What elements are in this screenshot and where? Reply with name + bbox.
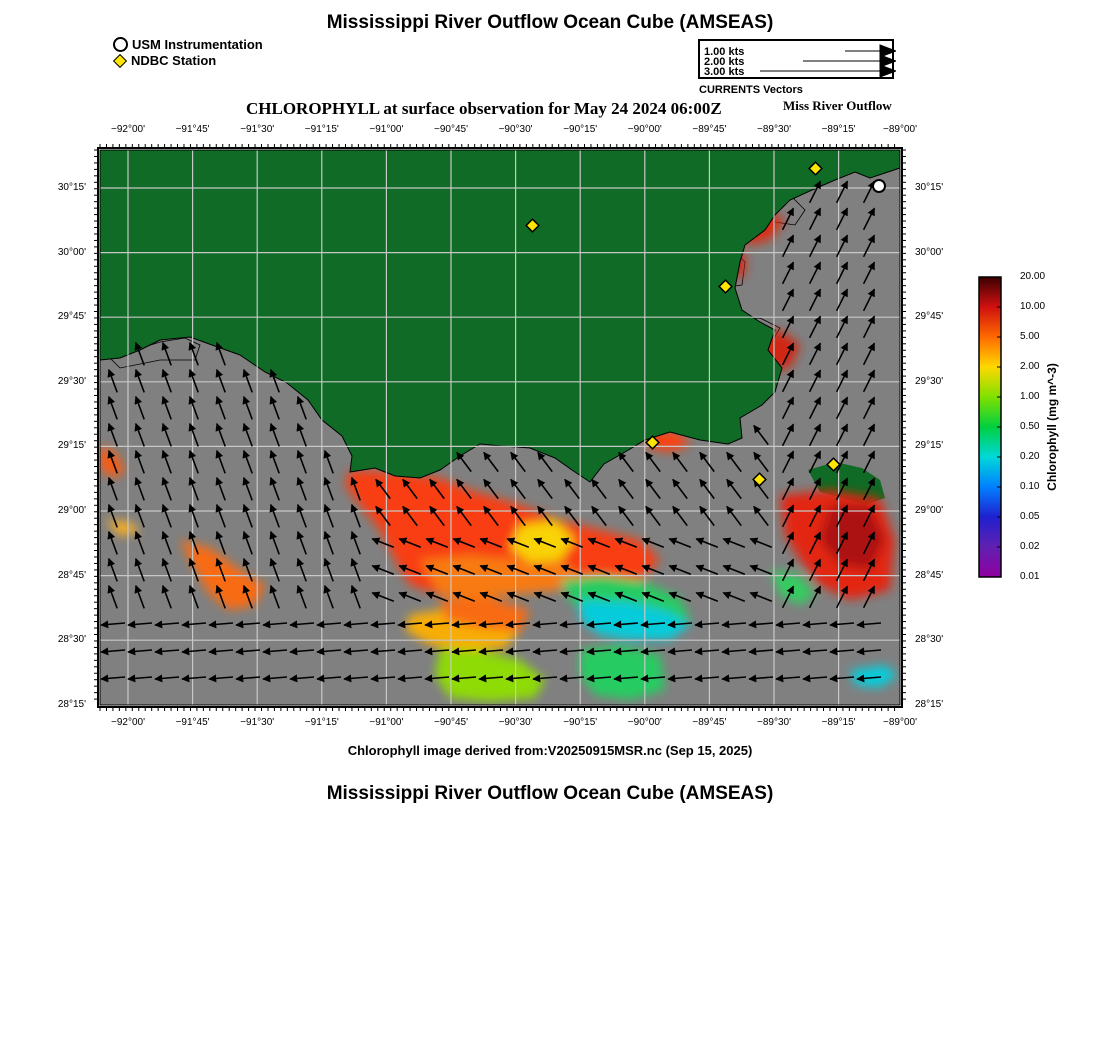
lat-tick-right: 28°45' xyxy=(915,569,944,581)
lon-tick-bottom: −90°30' xyxy=(498,717,533,728)
lon-tick-bottom: −90°45' xyxy=(434,717,468,728)
lon-tick-bottom: −92°00' xyxy=(111,717,145,728)
legend-usm-label: USM Instrumentation xyxy=(132,37,263,52)
lat-tick-left: 28°15' xyxy=(57,698,86,710)
colorbar-tick-label: 0.10 xyxy=(1020,481,1040,492)
lat-tick-left: 29°45' xyxy=(57,311,86,323)
lon-tick-bottom: −90°00' xyxy=(627,717,662,728)
map-subtitle: CHLOROPHYLL at surface observation for May 24 2024 06:00Z xyxy=(246,99,722,118)
colorbar-tick-label: 0.05 xyxy=(1020,511,1040,522)
legend-ndbc-label: NDBC Station xyxy=(131,53,217,68)
lon-tick-bottom: −91°30' xyxy=(240,717,275,728)
colorbar-tick-label: 10.00 xyxy=(1020,301,1046,312)
lon-tick-bottom: −91°00' xyxy=(369,717,404,728)
lat-tick-left: 28°45' xyxy=(57,569,86,581)
lon-tick-bottom: −89°15' xyxy=(821,717,856,728)
lon-tick-top: −89°00' xyxy=(883,124,917,135)
colorbar-tick-label: 2.00 xyxy=(1020,361,1040,372)
lon-tick-top: −91°15' xyxy=(304,124,339,135)
lat-tick-right: 29°45' xyxy=(915,311,944,323)
lon-tick-bottom: −90°15' xyxy=(563,717,598,728)
vector-row-1: 1.00 kts xyxy=(704,46,745,58)
colorbar-tick-label: 0.02 xyxy=(1020,541,1040,552)
usm-instrumentation-marker xyxy=(873,180,885,192)
lon-tick-top: −90°30' xyxy=(498,124,533,135)
lon-tick-bottom: −91°45' xyxy=(175,717,210,728)
lat-tick-right: 29°30' xyxy=(915,375,944,387)
lon-tick-top: −90°45' xyxy=(434,124,468,135)
colorbar-tick-label: 1.00 xyxy=(1020,391,1040,402)
colorbar-tick-label: 20.00 xyxy=(1020,271,1046,282)
lon-tick-top: −92°00' xyxy=(111,124,145,135)
lat-tick-right: 30°15' xyxy=(915,182,944,193)
lon-tick-top: −89°30' xyxy=(757,124,791,135)
map-title: Mississippi River Outflow Ocean Cube (AMSEAS) xyxy=(326,12,774,33)
colorbar-tick-label: 0.01 xyxy=(1020,571,1040,582)
lat-tick-left: 28°30' xyxy=(57,634,86,646)
colorbar-tick-label: 0.50 xyxy=(1020,421,1040,432)
lat-tick-left: 30°00' xyxy=(57,246,86,258)
lon-tick-top: −90°00' xyxy=(627,124,662,135)
vector-row-3: 3.00 kts xyxy=(704,66,745,78)
lon-tick-bottom: −89°00' xyxy=(883,717,917,728)
colorbar-tick-label: 0.20 xyxy=(1020,451,1040,462)
vector-row-2: 2.00 kts xyxy=(704,56,745,68)
lon-tick-top: −91°00' xyxy=(369,124,404,135)
lat-tick-left: 29°15' xyxy=(57,440,86,452)
lon-tick-bottom: −89°45' xyxy=(692,717,727,728)
lat-tick-left: 30°15' xyxy=(57,182,86,193)
colorbar-title: Chlorophyll (mg m^-3) xyxy=(1045,363,1059,491)
lat-tick-right: 29°15' xyxy=(915,440,944,452)
lon-tick-bottom: −89°30' xyxy=(757,717,791,728)
lat-tick-right: 28°30' xyxy=(915,634,944,646)
lon-tick-top: −91°45' xyxy=(175,124,210,135)
lat-tick-right: 28°15' xyxy=(915,698,944,710)
lat-tick-right: 29°00' xyxy=(915,505,944,516)
colorbar-tick-label: 5.00 xyxy=(1020,331,1040,342)
lon-tick-top: −90°15' xyxy=(563,124,598,135)
lat-tick-left: 29°30' xyxy=(57,375,86,387)
lat-tick-left: 29°00' xyxy=(57,505,86,516)
lat-tick-right: 30°00' xyxy=(915,246,944,258)
lon-tick-top: −89°45' xyxy=(692,124,727,135)
image-source-caption: Chlorophyll image derived from:V20250915MSR.nc (Sep 15, 2025) xyxy=(347,743,753,758)
colorbar xyxy=(976,274,1006,584)
lon-tick-bottom: −91°15' xyxy=(304,717,339,728)
vector-legend-label: CURRENTS Vectors xyxy=(699,84,803,96)
lon-tick-top: −91°30' xyxy=(240,124,275,135)
repeat-title: Mississippi River Outflow Ocean Cube (AMSEAS) xyxy=(326,783,774,804)
region-label: Miss River Outflow xyxy=(783,98,892,113)
lon-tick-top: −89°15' xyxy=(821,124,856,135)
